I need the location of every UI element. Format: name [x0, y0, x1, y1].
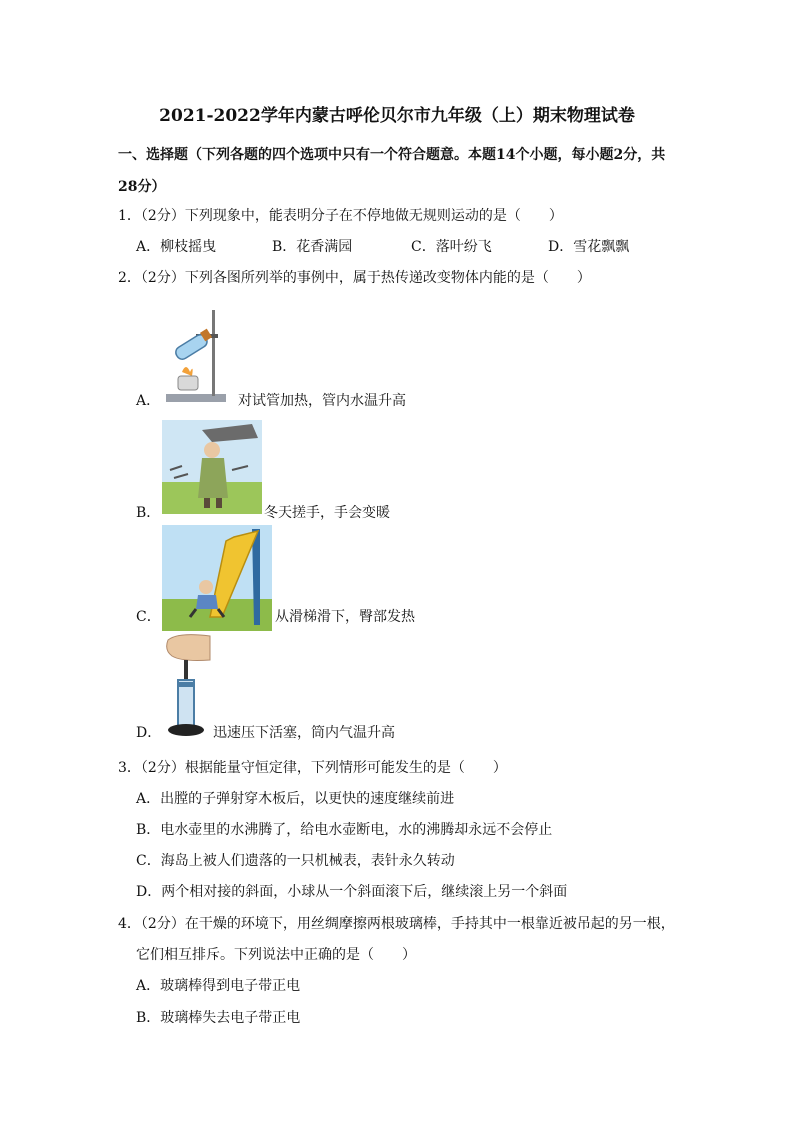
- q3-option-b: B．电水壶里的水沸腾了，给电水壶断电，水的沸腾却永远不会停止: [136, 822, 553, 838]
- q4-stem: 4．（2分）在干燥的环境下，用丝绸摩擦两根玻璃棒，手持其中一根靠近被吊起的另一根，: [118, 916, 675, 932]
- piston-pump-illustration: [164, 634, 214, 738]
- q2-option-a-text: 对试管加热，管内水温升高: [238, 393, 406, 409]
- q2-option-b-letter: B．: [136, 505, 161, 521]
- q2-option-d-text: 迅速压下活塞，筒内气温升高: [213, 725, 395, 741]
- q1-stem: 1．（2分）下列现象中，能表明分子在不停地做无规则运动的是（ ）: [118, 208, 563, 224]
- q1-option-c: C．落叶纷飞: [411, 239, 492, 255]
- section-heading: 一、选择题（下列各题的四个选项中只有一个符合题意。本题14个小题，每小题2分，共: [118, 147, 666, 163]
- q2-option-d-letter: D．: [136, 725, 162, 741]
- test-tube-heating-illustration: [162, 306, 236, 406]
- q3-option-c: C．海岛上被人们遗落的一只机械表，表针永久转动: [136, 853, 455, 869]
- q4-stem-continued: 它们相互排斥。下列说法中正确的是（ ）: [136, 947, 416, 963]
- q2-option-c-text: 从滑梯滑下，臀部发热: [275, 609, 415, 625]
- q2-stem: 2．（2分）下列各图所列举的事例中，属于热传递改变物体内能的是（ ）: [118, 270, 591, 286]
- q3-stem: 3．（2分）根据能量守恒定律，下列情形可能发生的是（ ）: [118, 760, 507, 776]
- q3-option-a: A．出膛的子弹射穿木板后，以更快的速度继续前进: [136, 791, 455, 807]
- q1-option-d: D．雪花飘飘: [548, 239, 630, 255]
- q4-option-b: B．玻璃棒失去电子带正电: [136, 1010, 301, 1026]
- q2-option-b-text: 冬天搓手，手会变暖: [264, 505, 390, 521]
- section-heading-continued: 28分）: [118, 179, 166, 195]
- q1-option-b: B．花香满园: [272, 239, 353, 255]
- q4-option-a: A．玻璃棒得到电子带正电: [136, 978, 301, 994]
- q2-option-a-letter: A．: [136, 393, 161, 409]
- q2-option-c-letter: C．: [136, 609, 161, 625]
- q3-option-d: D．两个相对接的斜面，小球从一个斜面滚下后，继续滚上另一个斜面: [136, 884, 568, 900]
- q1-option-a: A．柳枝摇曳: [136, 239, 217, 255]
- page-title: 2021-2022学年内蒙古呼伦贝尔市九年级（上）期末物理试卷: [159, 106, 635, 126]
- child-on-slide-illustration: [162, 525, 272, 631]
- person-rubbing-hands-illustration: [162, 420, 262, 514]
